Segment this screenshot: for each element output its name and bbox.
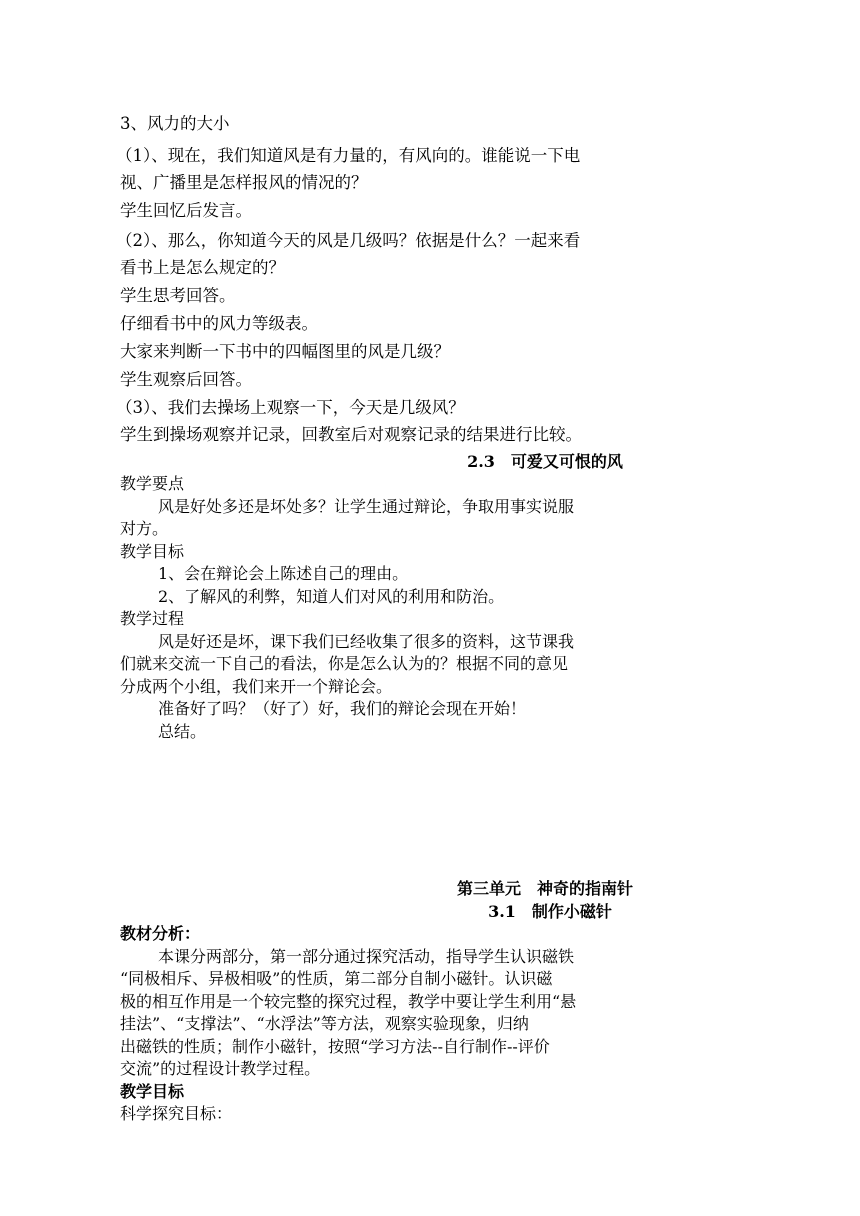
label-unit-teaching-goals: 教学目标 [120, 1082, 185, 1101]
lesson-3-1-title: 3.1 制作小磁针 [488, 902, 612, 921]
section-heading-wind-force: 3、风力的大小 [120, 114, 230, 133]
analysis-line-1: 本课分两部分，第一部分通过探究活动，指导学生认识磁铁 [158, 947, 575, 966]
analysis-line-5: 出磁铁的性质；制作小磁针，按照“学习方法--自行制作--评价 [120, 1037, 550, 1056]
question-1-line-2: 视、广播里是怎样报风的情况的？ [120, 173, 368, 192]
process-line-1: 风是好还是坏，课下我们已经收集了很多的资料，这节课我 [158, 632, 575, 651]
question-1-line-1: （1）、现在，我们知道风是有力量的，有风向的。谁能说一下电 [116, 146, 581, 165]
analysis-line-3: 极的相互作用是一个较完整的探究过程，教学中要让学生利用“悬 [120, 992, 577, 1011]
label-teaching-goals: 教学目标 [120, 542, 185, 561]
paragraph-student-think: 学生思考回答。 [120, 286, 236, 305]
analysis-line-2: “同极相斥、异极相吸”的性质，第二部分自制小磁针。认识磁 [120, 969, 553, 988]
goal-2: 2、了解风的利弊，知道人们对风的利用和防治。 [158, 587, 505, 606]
label-teaching-process: 教学过程 [120, 609, 185, 628]
paragraph-read-table: 仔细看书中的风力等级表。 [120, 314, 318, 333]
process-line-2: 们就来交流一下自己的看法，你是怎么认为的？根据不同的意见 [120, 654, 569, 673]
process-line-5: 总结。 [158, 722, 207, 741]
analysis-line-4: 挂法”、“支撑法”、“水浮法”等方法，观察实验现象，归纳 [120, 1014, 529, 1033]
paragraph-student-recall: 学生回忆后发言。 [120, 201, 252, 220]
label-teaching-points: 教学要点 [120, 474, 185, 493]
question-3: （3）、我们去操场上观察一下，今天是几级风？ [116, 398, 465, 417]
process-line-4: 准备好了吗？（好了）好，我们的辩论会现在开始！ [158, 699, 527, 718]
question-2-line-1: （2）、那么，你知道今天的风是几级吗？依据是什么？一起来看 [116, 231, 581, 250]
paragraph-playground-observation: 学生到操场观察并记录，回教室后对观察记录的结果进行比较。 [120, 425, 582, 444]
paragraph-judge-pictures: 大家来判断一下书中的四幅图里的风是几级？ [120, 342, 450, 361]
unit-3-title: 第三单元 神奇的指南针 [456, 879, 633, 898]
label-science-inquiry-goals: 科学探究目标： [120, 1104, 233, 1123]
teaching-points-line-2: 对方。 [120, 519, 169, 538]
goal-1: 1、会在辩论会上陈述自己的理由。 [158, 564, 409, 583]
analysis-line-6: 交流”的过程设计教学过程。 [120, 1059, 321, 1078]
label-material-analysis: 教材分析： [120, 924, 201, 943]
paragraph-student-observe: 学生观察后回答。 [120, 370, 252, 389]
teaching-points-line-1: 风是好处多还是坏处多？让学生通过辩论，争取用事实说服 [158, 497, 575, 516]
process-line-3: 分成两个小组，我们来开一个辩论会。 [120, 677, 393, 696]
lesson-2-3-title: 2.3 可爱又可恨的风 [467, 452, 623, 471]
question-2-line-2: 看书上是怎么规定的？ [120, 258, 285, 277]
